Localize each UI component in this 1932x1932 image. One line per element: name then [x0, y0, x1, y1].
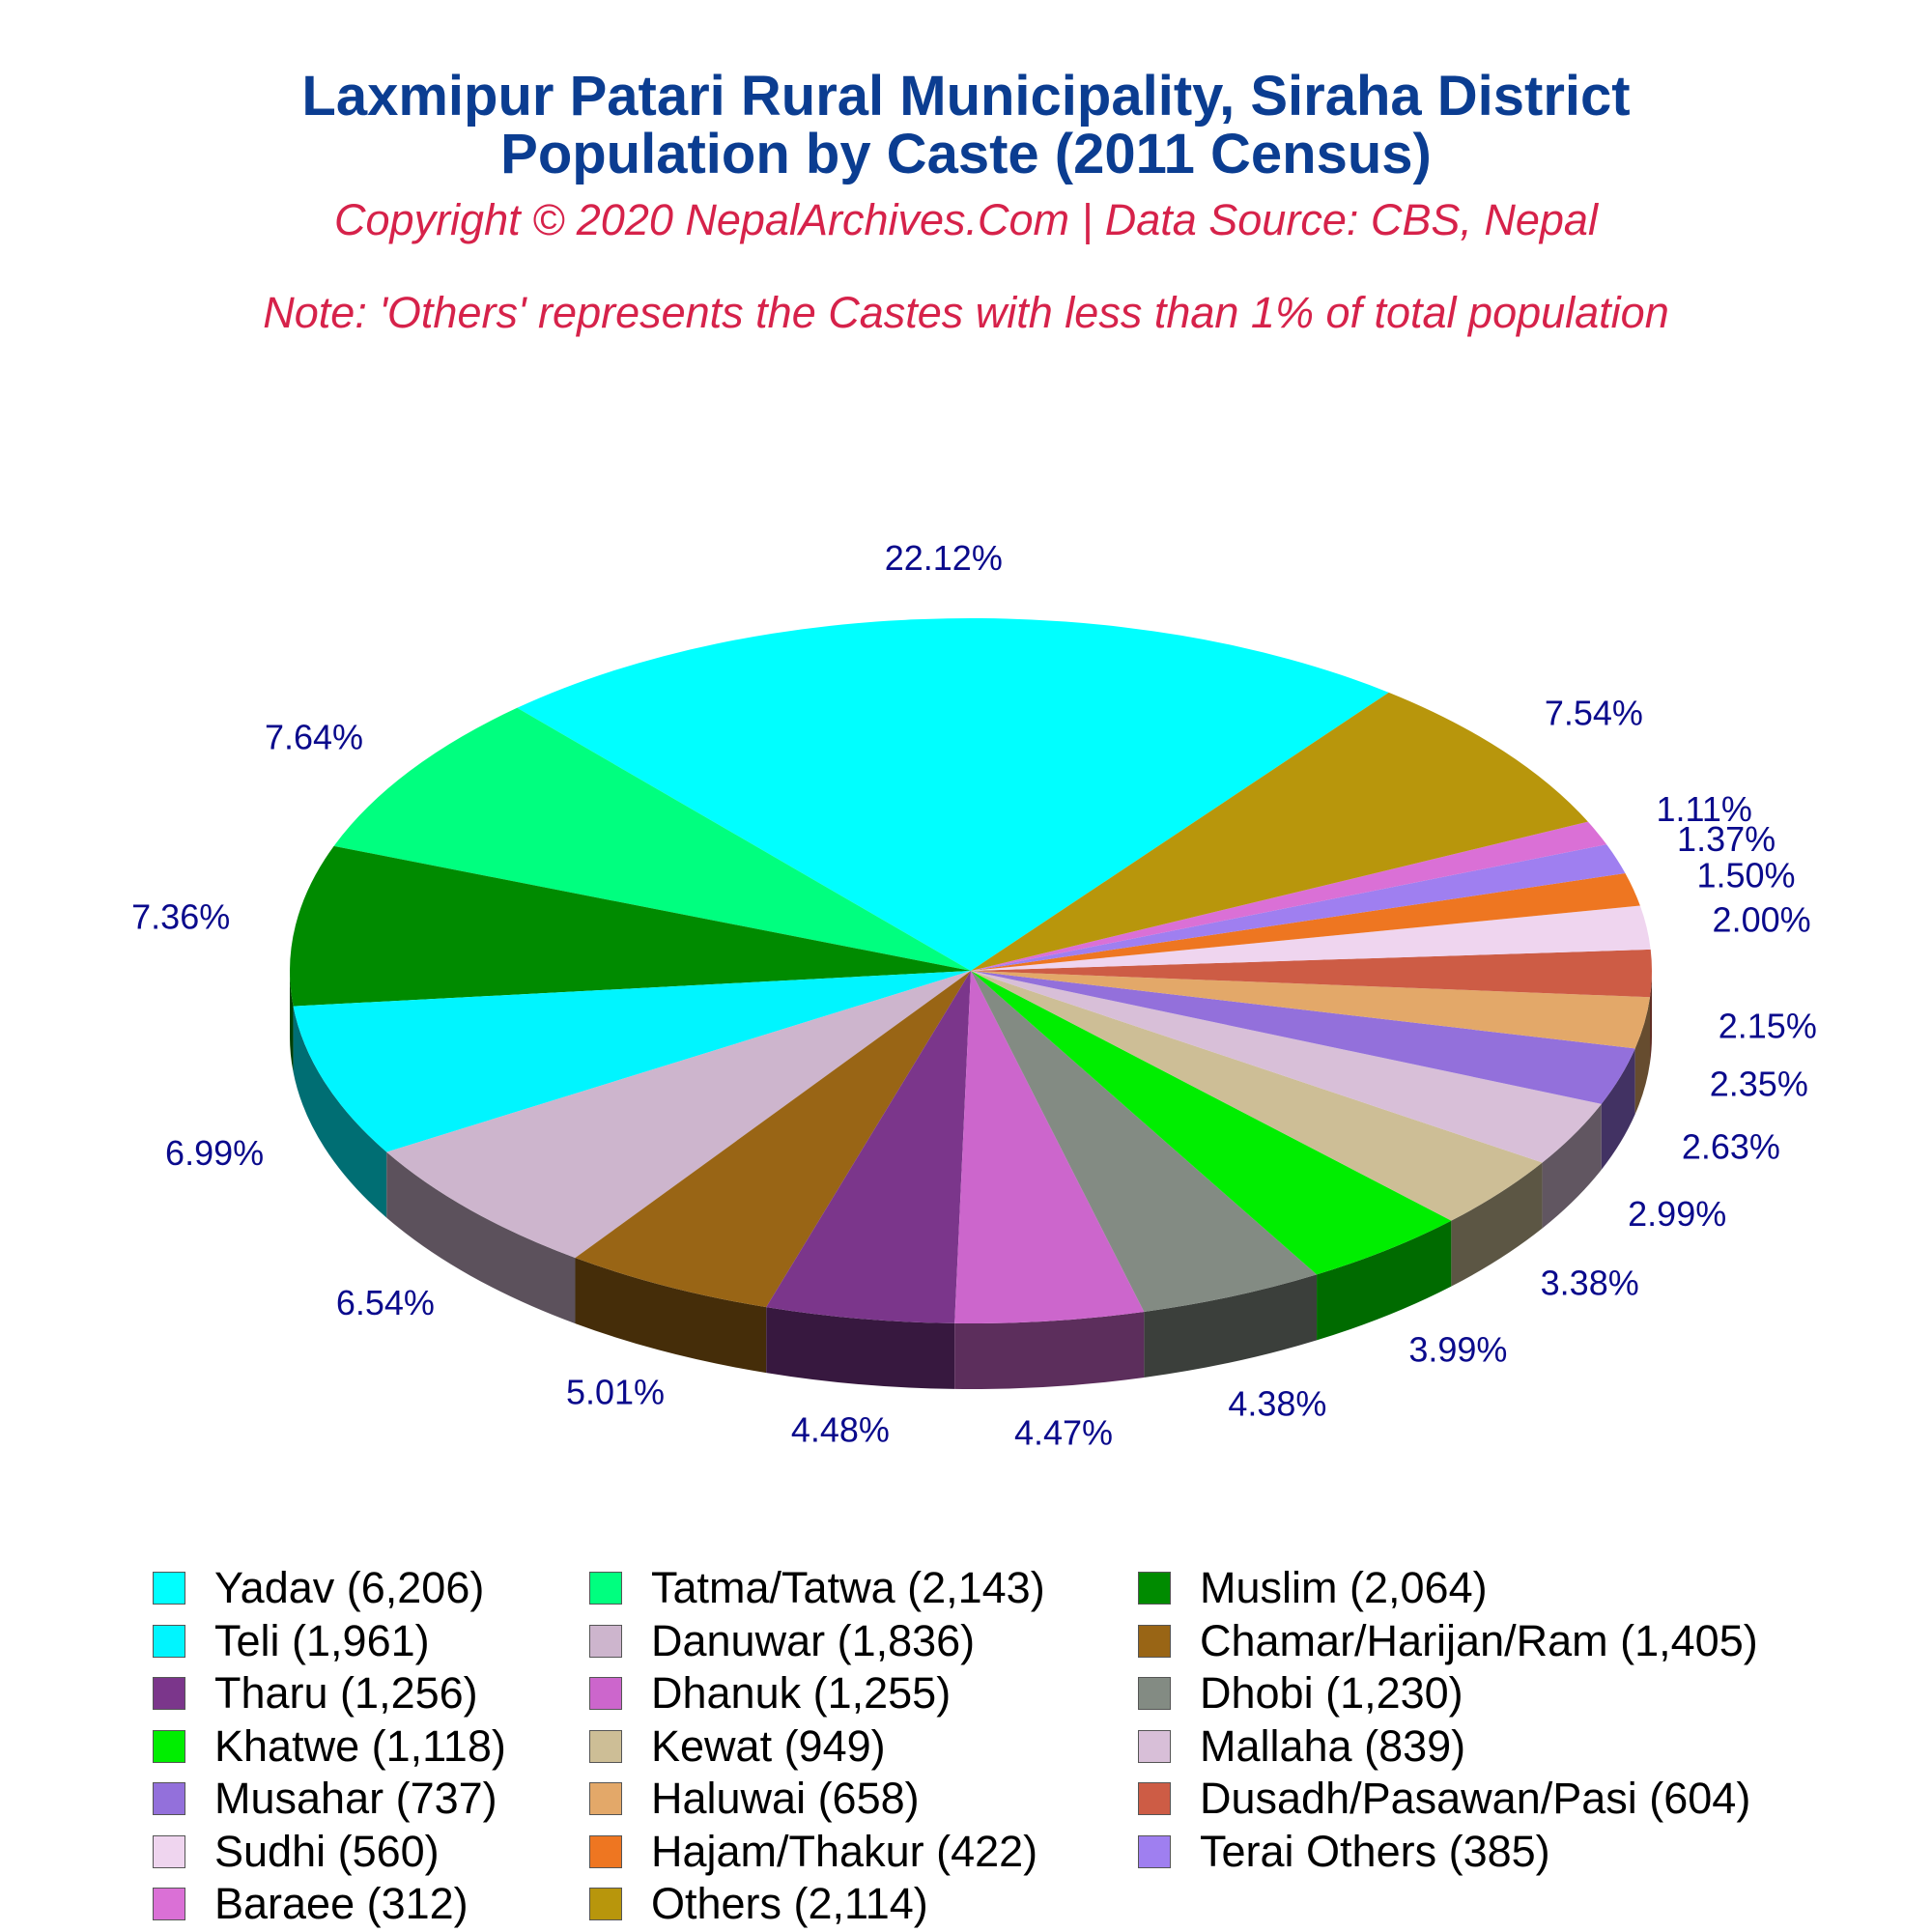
legend-label: Muslim (2,064)	[1200, 1563, 1488, 1612]
legend-swatch	[1138, 1782, 1171, 1815]
legend-swatch	[1138, 1677, 1171, 1710]
legend-swatch	[1138, 1572, 1171, 1605]
slice-percent-label: 22.12%	[884, 538, 1003, 579]
slice-percent-label: 4.38%	[1228, 1383, 1327, 1424]
slice-percent-label: 1.11%	[1656, 789, 1752, 830]
legend-label: Mallaha (839)	[1200, 1720, 1466, 1771]
legend-item	[153, 1563, 484, 1613]
slice-percent-label: 7.64%	[264, 717, 364, 757]
slice-percent-label: 2.35%	[1709, 1064, 1808, 1104]
legend-item	[1138, 1721, 1465, 1772]
legend-swatch	[153, 1625, 185, 1658]
legend-item	[1138, 1616, 1758, 1666]
legend-label: Yadav (6,206)	[214, 1563, 485, 1612]
copyright-text: Copyright © 2020 NepalArchives.Com | Data Source: CBS, Nepal	[334, 195, 1598, 244]
slice-percent-label: 2.00%	[1712, 899, 1811, 940]
legend-label: Kewat (949)	[651, 1720, 886, 1771]
chart-title: Laxmipur Patari Rural Municipality, Siraha District	[301, 65, 1631, 128]
slice-percent-label: 6.54%	[335, 1283, 435, 1322]
legend-item	[589, 1668, 951, 1719]
legend-item	[153, 1879, 469, 1929]
legend-swatch	[589, 1677, 622, 1710]
legend-swatch	[589, 1782, 622, 1815]
legend-swatch	[153, 1782, 185, 1815]
pie-slice-side	[954, 1312, 1144, 1389]
slice-percent-label: 1.50%	[1696, 855, 1796, 895]
legend-label: Terai Others (385)	[1200, 1826, 1550, 1876]
legend-item	[1138, 1563, 1488, 1613]
slice-percent-label: 6.99%	[165, 1132, 265, 1173]
legend-swatch	[589, 1572, 622, 1605]
legend-swatch	[589, 1625, 622, 1658]
legend-swatch	[153, 1730, 185, 1763]
legend-swatch	[1138, 1730, 1171, 1763]
slice-percent-label: 7.54%	[1544, 693, 1643, 733]
legend-swatch	[589, 1888, 622, 1920]
legend-label: Tharu (1,256)	[214, 1668, 478, 1718]
legend-swatch	[153, 1572, 185, 1605]
slice-percent-label: 3.38%	[1540, 1263, 1639, 1303]
legend-item	[153, 1668, 478, 1719]
legend-label: Chamar/Harijan/Ram (1,405)	[1200, 1615, 1758, 1665]
legend-item	[589, 1774, 920, 1824]
legend-item	[153, 1827, 440, 1877]
legend-item	[153, 1721, 506, 1772]
legend-item	[589, 1616, 975, 1666]
legend-label: Dhanuk (1,255)	[651, 1668, 952, 1718]
legend-label: Tatma/Tatwa (2,143)	[651, 1563, 1045, 1612]
legend-label: Others (2,114)	[651, 1879, 928, 1928]
slice-percent-label: 2.63%	[1681, 1126, 1780, 1167]
legend-swatch	[1138, 1625, 1171, 1658]
legend-label: Haluwai (658)	[651, 1774, 920, 1823]
legend-swatch	[153, 1888, 185, 1920]
legend-swatch	[589, 1730, 622, 1763]
legend-label: Hajam/Thakur (422)	[651, 1826, 1038, 1876]
legend-item	[153, 1774, 497, 1824]
slice-percent-label: 4.48%	[790, 1409, 890, 1450]
legend-label: Sudhi (560)	[214, 1826, 440, 1876]
note-text: Note: 'Others' represents the Castes with less than 1% of total population	[263, 288, 1669, 337]
legend-swatch	[589, 1835, 622, 1868]
legend-item	[1138, 1668, 1463, 1719]
legend-item	[153, 1616, 430, 1666]
legend-label: Baraee (312)	[214, 1879, 469, 1928]
legend-item	[1138, 1774, 1750, 1824]
legend-swatch	[153, 1677, 185, 1710]
legend-label: Dusadh/Pasawan/Pasi (604)	[1200, 1774, 1751, 1823]
legend-label: Dhobi (1,230)	[1200, 1668, 1463, 1718]
legend-item	[589, 1563, 1045, 1613]
legend-label: Musahar (737)	[214, 1774, 497, 1823]
slice-percent-label: 3.99%	[1408, 1329, 1508, 1370]
chart-subtitle: Population by Caste (2011 Census)	[500, 123, 1432, 185]
legend-item	[589, 1721, 886, 1772]
legend-swatch	[1138, 1835, 1171, 1868]
legend-label: Danuwar (1,836)	[651, 1615, 976, 1665]
slice-percent-label: 2.15%	[1718, 1006, 1817, 1046]
slice-percent-label: 4.47%	[1013, 1412, 1114, 1453]
legend-swatch	[153, 1835, 185, 1868]
slice-percent-label: 2.99%	[1628, 1194, 1727, 1234]
legend-label: Khatwe (1,118)	[214, 1720, 506, 1771]
legend-item	[589, 1827, 1037, 1877]
legend-item	[589, 1879, 928, 1929]
legend-item	[1138, 1827, 1550, 1877]
slice-percent-label: 1.37%	[1677, 819, 1776, 860]
slice-percent-label: 5.01%	[565, 1372, 666, 1412]
slice-percent-label: 7.36%	[131, 896, 231, 937]
legend-label: Teli (1,961)	[214, 1615, 430, 1665]
